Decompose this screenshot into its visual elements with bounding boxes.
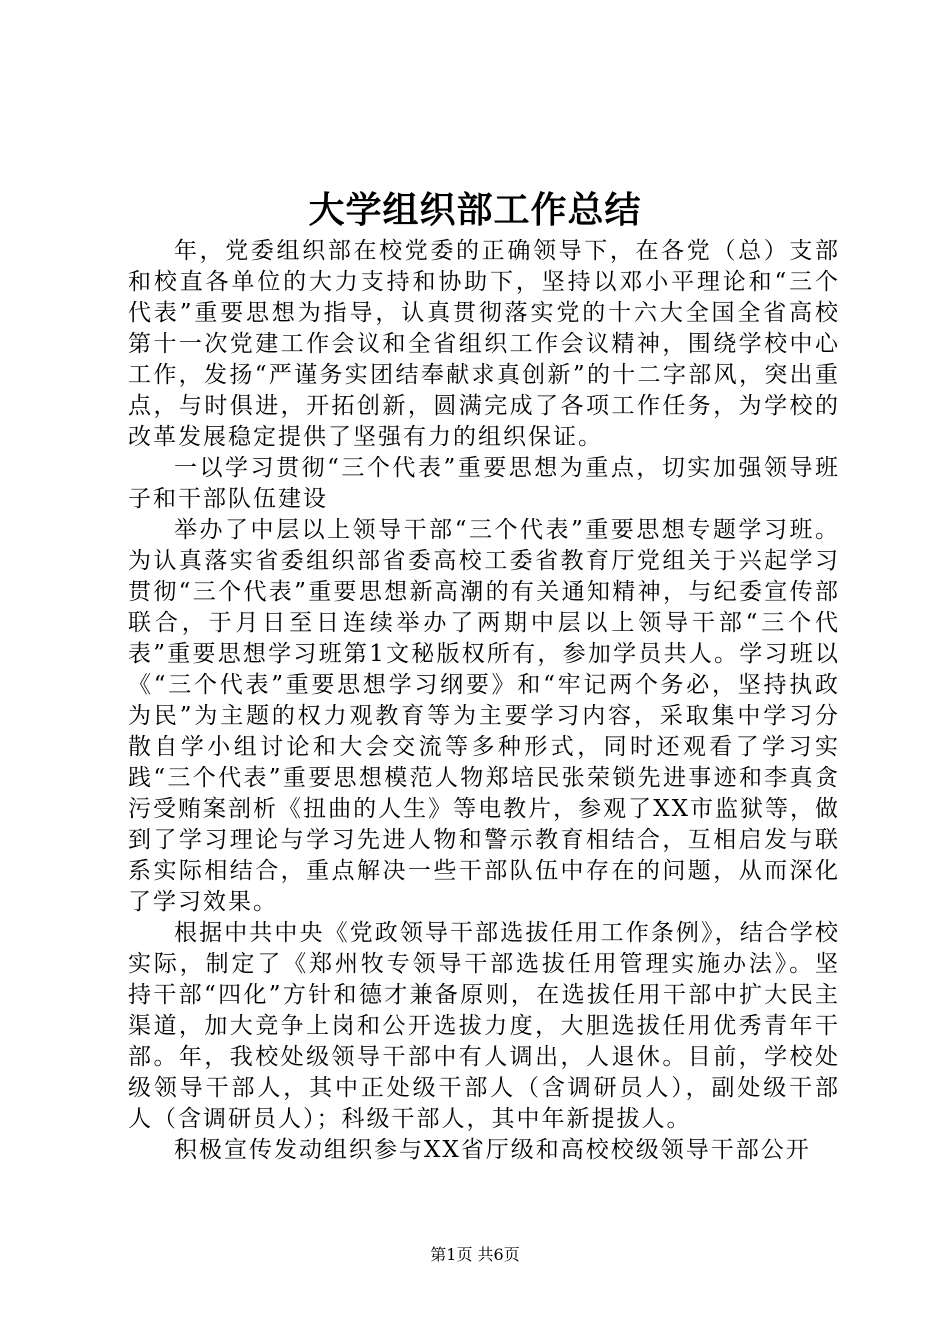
- paragraph-study-class: 举办了中层以上领导干部“三个代表”重要思想专题学习班。为认真落实省委组织部省委高校工委省教育厅党组关于兴起学习贯彻“三个代表”重要思想新高潮的有关通知精神，与纪委宣传部联合，于月日至日连续举办了两期中层以上领导干部“三个代表”重要思想学习班第1文秘版权所有，参加学员共人。学习班以《“三个代表”重要思想学习纲要》和“牢记两个务必，坚持执政为民”为主题的权力观教育等为主要学习内容，采取集中学习分散自学小组讨论和大会交流等多种形式，同时还观看了学习实践“三个代表”重要思想模范人物郑培民张荣锁先进事迹和李真贪污受贿案剖析《扭曲的人生》等电教片，参观了XX市监狱等，做到了学习理论与学习先进人物和警示教育相结合，互相启发与联系实际相结合，重点解决一些干部队伍中存在的问题，从而深化了学习效果。: [128, 517, 840, 915]
- document-body: [128, 236, 840, 1166]
- paragraph-intro: 年，党委组织部在校党委的正确领导下，在各党（总）支部和校直各单位的大力支持和协助下，坚持以邓小平理论和“三个代表”重要思想为指导，认真贯彻落实党的十六大全国全省高校第十一次党建工作会议和全省组织工作会议精神，围绕学校中心工作，发扬“严谨务实团结奉献求真创新”的十二字部风，突出重点，与时俱进，开拓创新，圆满完成了各项工作任务，为学校的改革发展稳定提供了坚强有力的组织保证。: [128, 238, 840, 450]
- paragraph-publicity: 积极宣传发动组织参与XX省厅级和高校校级领导干部公开: [174, 1137, 811, 1163]
- document-title: 大学组织部工作总结: [308, 189, 642, 231]
- paragraph-section-heading: 一以学习贯彻“三个代表”重要思想为重点，切实加强领导班子和干部队伍建设: [128, 455, 840, 512]
- page-number-footer: 第1页 共6页: [430, 1245, 520, 1264]
- paragraph-cadre-selection: 根据中共中央《党政领导干部选拔任用工作条例》，结合学校实际，制定了《郑州牧专领导干部选拔任用管理实施办法》。坚持干部“四化”方针和德才兼备原则，在选拔任用干部中扩大民主渠道，加大竞争上岗和公开选拔力度，大胆选拔任用优秀青年干部。年，我校处级领导干部中有人调出，人退休。目前，学校处级领导干部人，其中正处级干部人（含调研员人），副处级干部人（含调研员人）；科级干部人，其中年新提拔人。: [128, 920, 840, 1132]
